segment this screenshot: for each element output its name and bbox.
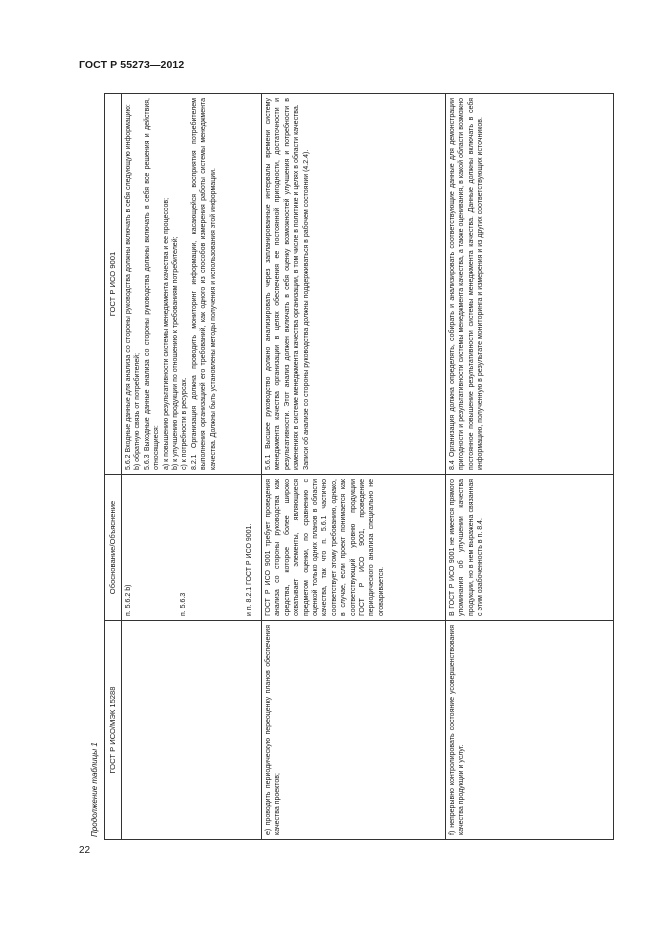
cell-justification: В ГОСТ Р ИСО 9001 не имеется прямого упоминания об улучшении качества продукции, но в нем выражена связанная с этим озабоченность в п. 8.4.: [446, 475, 614, 621]
clause-5-6-2: 5.6.2 Входные данные для анализа со стороны руководства должны включать в себя следующую информацию:: [125, 104, 132, 470]
cell-9001: 8.4 Организация должна определять, собирать и анализировать соответствующие данные для демонстрации пригодности и результативности системы менеджмента качества, а также оценивания, в какой области возможно постоянное повышение результативности системы менеджмента качества. Данные должны включать в себя информацию, полученную в результате мониторинга и измерения и из других соответствующих источников.: [446, 94, 614, 475]
standards-comparison-table: [104, 93, 614, 840]
table-row: [262, 94, 446, 840]
table-header-row: [105, 94, 122, 840]
header-justification: Обоснование/Объяснение: [105, 475, 122, 621]
cell-justification: ГОСТ Р ИСО 9001 требует проведения анализа со стороны руководства как средства, которое более широко охватывает элементы, являющиеся предметом оценки, по сравнению с оценкой только одних планов в области качества, так что п. 5.6.1 частично соответствует этому требованию, однако, в случае, если проект понимается как соответствующий уровню продукции ГОСТ Р ИСО 9001, проведение периодического анализа специально не оговаривается.: [262, 475, 446, 621]
header-iso-15288: ГОСТ Р ИСО/МЭК 15288: [105, 621, 122, 840]
clause-5-6-3c: c) к потребности в ресурсах.: [181, 377, 189, 470]
table-row: [446, 94, 614, 840]
document-header: ГОСТ Р 55273—2012: [79, 59, 185, 71]
cell-15288: [122, 621, 262, 840]
ref-5-6-2b: п. 5.6.2 b): [125, 584, 132, 616]
cell-9001: 5.6.1 Высшее руководство должно анализировать через запланированные интервалы времени систему менеджмента качества организации в целях обеспечения ее постоянной пригодности, достаточности и результативности. Этот анализ должен включать в себя оценку возможностей улучшения и потребности в изменениях в системе менеджмента качества организации, в том числе в политике и целях в области качества. Записи об анализе со стороны руководства должны поддерживаться в рабочем состоянии (4.2.4).: [262, 94, 446, 475]
ref-5-6-3: п. 5.6.3: [180, 592, 188, 616]
clause-5-6-3b: b) к улучшению продукции по отношению к требованиям потребителей;: [172, 236, 180, 470]
cell-9001: [122, 94, 262, 475]
clause-5-6-3a: a) к повышению результативности системы менеджмента качества и ее процессов;: [162, 197, 170, 470]
cell-15288: f) непрерывно контролировать состояние усовершенствования качества продукции и услуг.: [446, 621, 614, 840]
clause-5-6-2b: b) обратную связь от потребителей;: [134, 352, 142, 470]
header-iso-9001: ГОСТ Р ИСО 9001: [105, 94, 122, 475]
table-caption: Продолжение таблицы 1: [90, 742, 99, 837]
rotated-table-page: [88, 94, 616, 840]
page-number: 22: [79, 845, 91, 856]
clause-8-2-1: 8.2.1 Организация должна проводить мониторинг информации, касающейся восприятия потребителем выполнения организацией его требований, как одного из способов измерения работы системы менеджмента качества. Должны быть установлены методы получения и использования этой информации.: [190, 98, 217, 470]
ref-8-2-1: и п. 8.2.1 ГОСТ Р ИСО 9001.: [245, 523, 253, 616]
cell-15288: e) проводить периодическую переоценку планов обеспечения качества проектов;: [262, 621, 446, 840]
clause-5-6-3: 5.6.3 Выходные данные анализа со стороны руководства должны включать в себя все решения и действия, относящиеся:: [143, 98, 161, 470]
table-row: [122, 94, 262, 840]
cell-justification: [122, 475, 262, 621]
